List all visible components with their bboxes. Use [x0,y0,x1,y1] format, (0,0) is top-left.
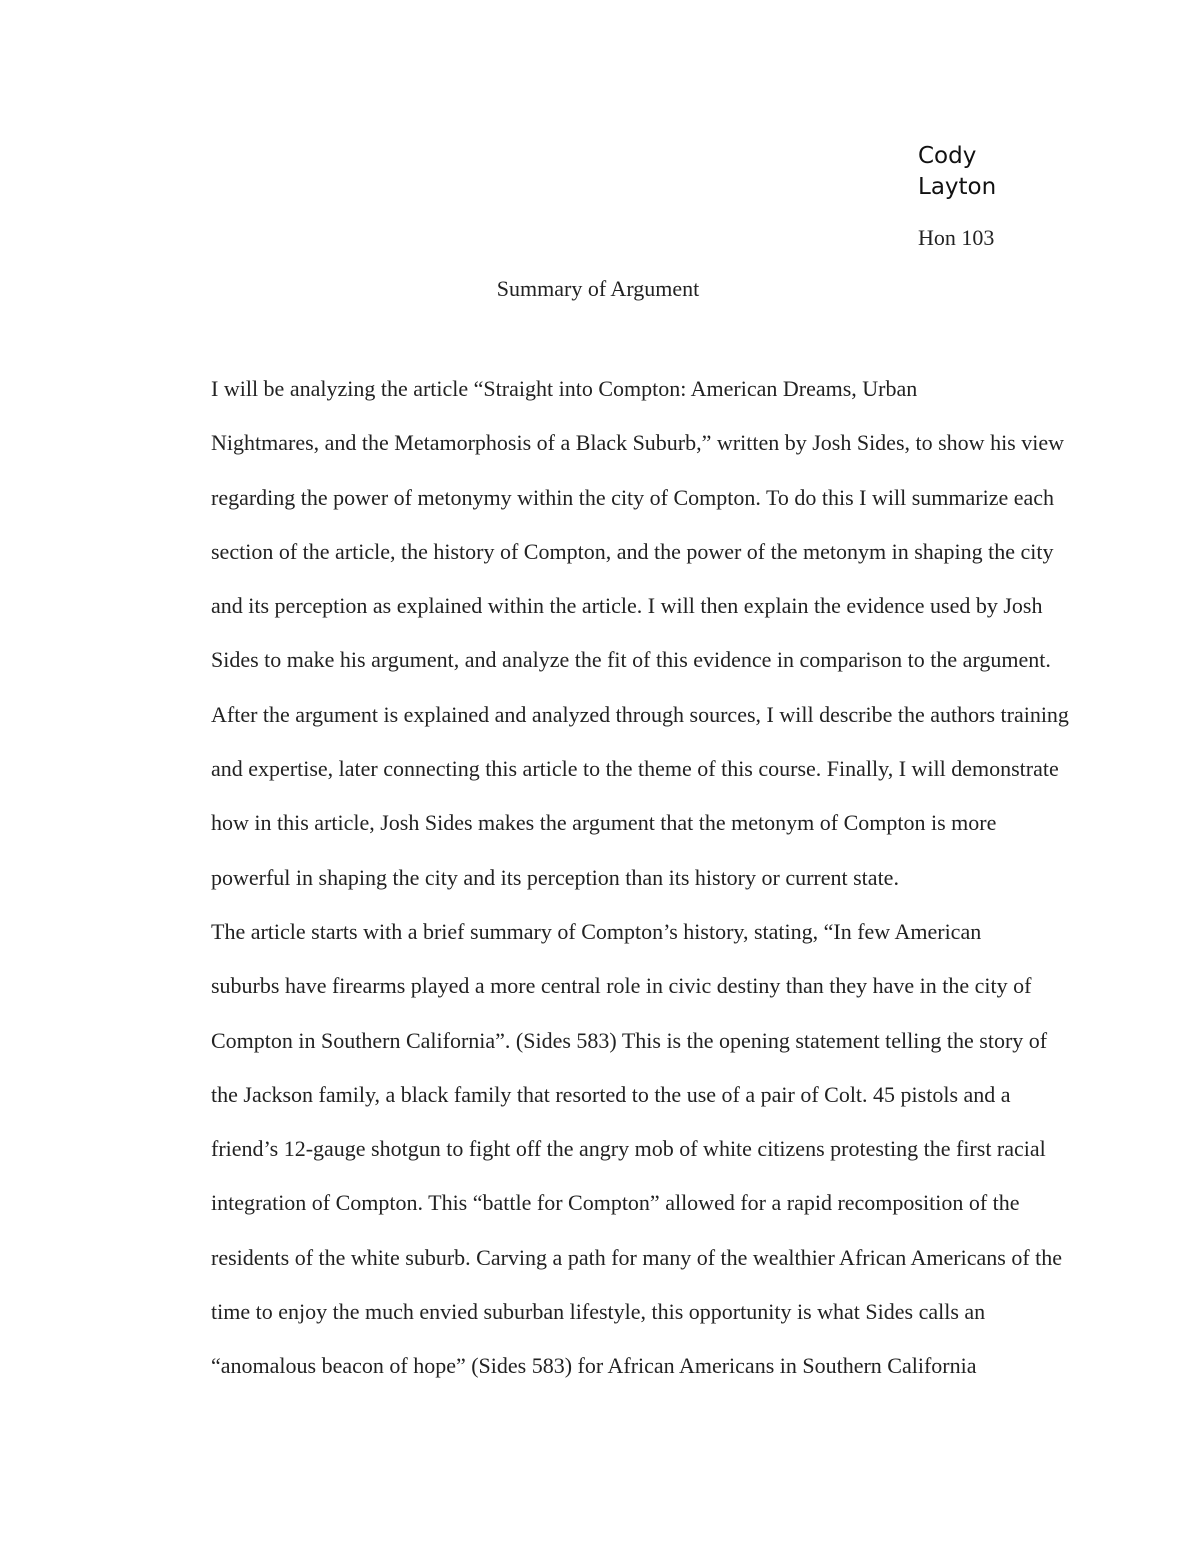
document-body [141,362,1069,1394]
text-line: and expertise, later connecting this article to the theme of this course. Finally, I will demonstrate [211,756,1059,782]
text-line: After the argument is explained and analyzed through sources, I will describe the authors training [211,701,1069,727]
text-line: integration of Compton. This “battle for Compton” allowed for a rapid recomposition of the [211,1190,1020,1216]
author-first-name: Cody [918,143,977,169]
text-line: how in this article, Josh Sides makes the argument that the metonym of Compton is more [211,810,997,836]
text-line: regarding the power of metonymy within the city of Compton. To do this I will summarize each [211,484,1055,510]
course-label: Hon 103 [918,225,995,250]
text-line: friend’s 12-gauge shotgun to fight off the angry mob of white citizens protesting the first racial [211,1136,1046,1162]
text-line: section of the article, the history of Compton, and the power of the metonym in shaping the city [211,538,1054,564]
text-line: time to enjoy the much envied suburban lifestyle, this opportunity is what Sides calls an [211,1299,986,1325]
document-title: Summary of Argument [496,276,700,301]
paragraph-2 [141,905,1065,1394]
paragraph-1 [141,362,1069,905]
text-line: Sides to make his argument, and analyze the fit of this evidence in comparison to the argument. [211,647,1051,673]
text-line: and its perception as explained within the article. I will then explain the evidence used by Josh [211,593,1043,619]
text-line: I will be analyzing the article “Straight into Compton: American Dreams, Urban [211,376,918,401]
text-line: residents of the white suburb. Carving a path for many of the wealthier African Americans of the [211,1244,1063,1270]
text-line: The article starts with a brief summary of Compton’s history, stating, “In few American [211,918,982,944]
text-line: powerful in shaping the city and its perception than its history or current state. [211,864,899,890]
text-line: the Jackson family, a black family that resorted to the use of a pair of Colt. 45 pistols and a [211,1081,1011,1107]
text-line: “anomalous beacon of hope” (Sides 583) for African Americans in Southern California [211,1353,977,1379]
text-line: Nightmares, and the Metamorphosis of a Black Suburb,” written by Josh Sides, to show his view [211,430,1065,456]
text-line: Compton in Southern California”. (Sides 583) This is the opening statement telling the story of [211,1027,1048,1053]
author-last-name: Layton [918,174,997,200]
author-name [918,141,1058,203]
text-line: suburbs have firearms played a more central role in civic destiny than they have in the city of [211,973,1032,999]
